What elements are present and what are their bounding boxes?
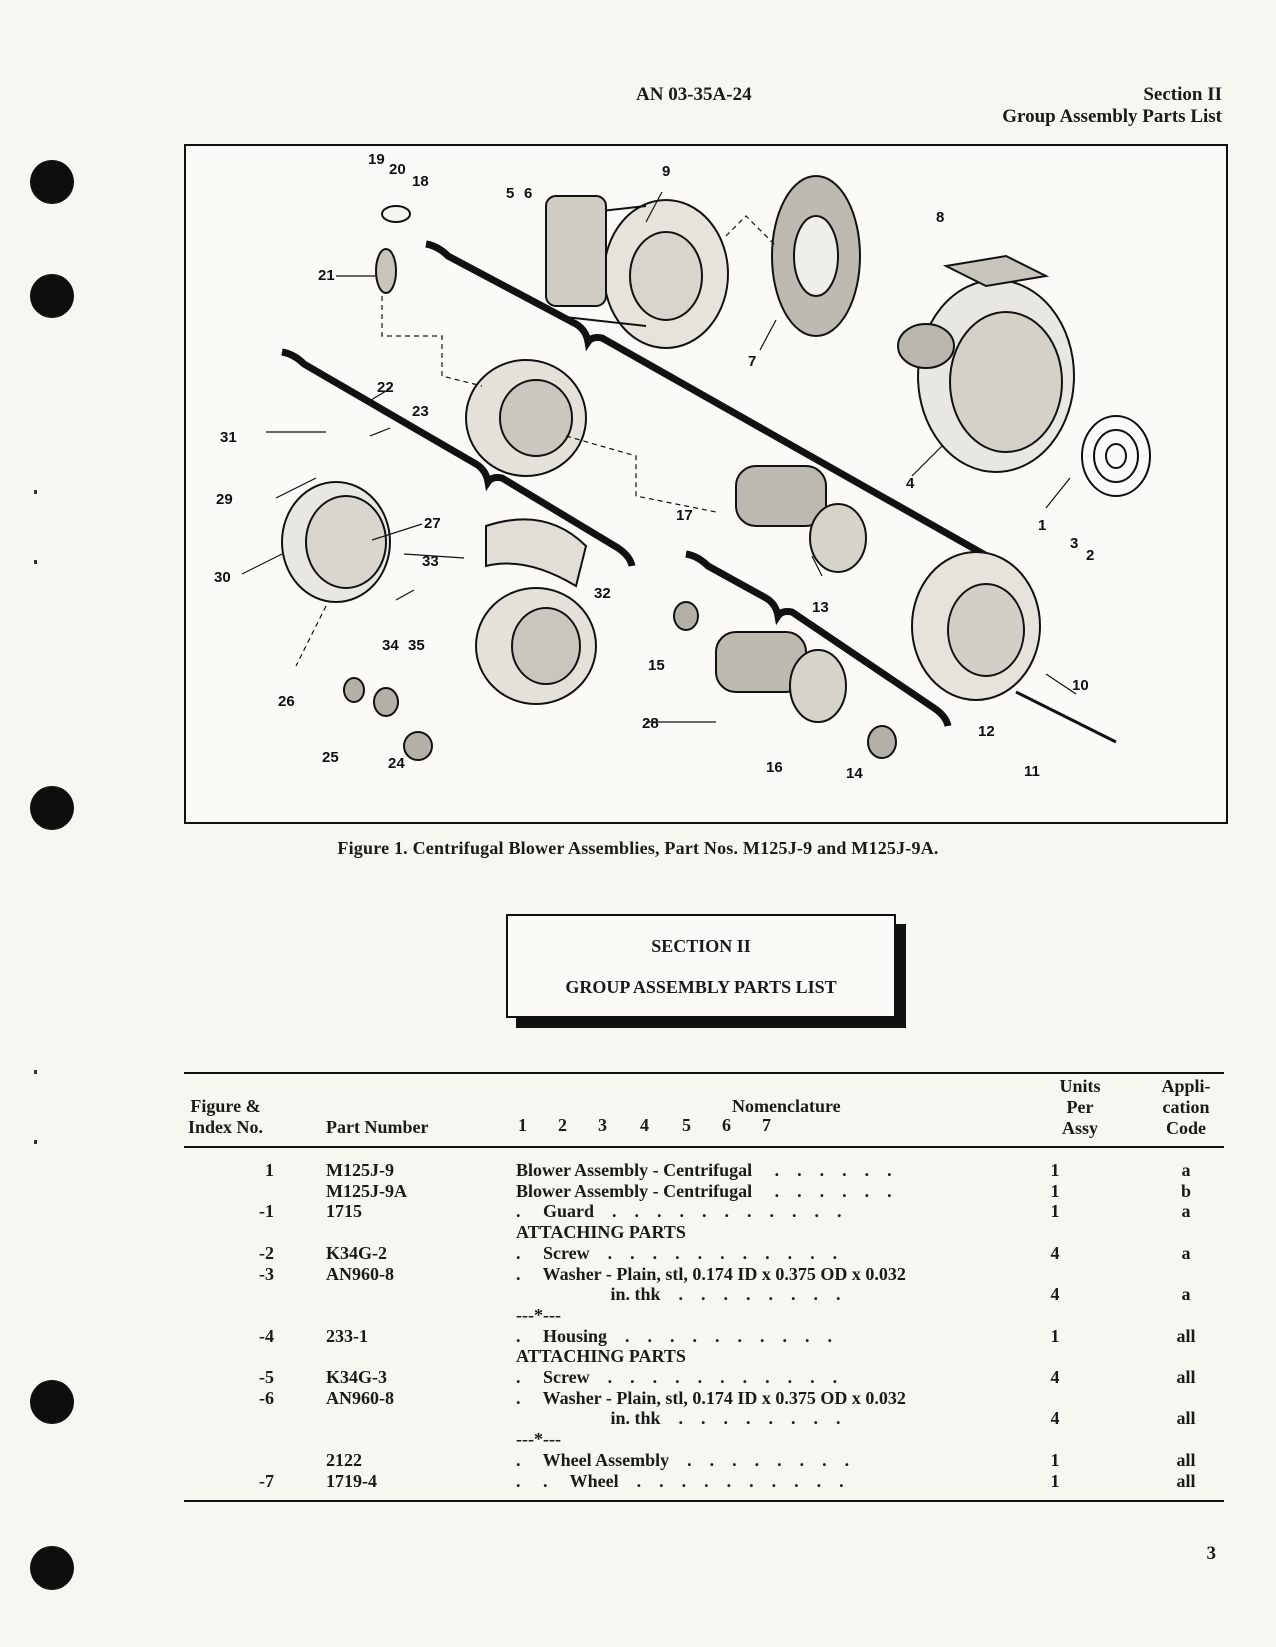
row-index: -4 bbox=[259, 1325, 274, 1346]
row-index: -2 bbox=[259, 1242, 274, 1263]
binder-hole-2 bbox=[30, 274, 74, 318]
table-top-rule bbox=[184, 1072, 1224, 1074]
table-row bbox=[0, 1450, 1276, 1471]
row-part-number: K34G-2 bbox=[326, 1242, 387, 1263]
row-units: 1 bbox=[1050, 1449, 1060, 1470]
table-row bbox=[0, 1388, 1276, 1409]
callout-4: 4 bbox=[906, 475, 915, 492]
row-nomenclature: . Wheel Assembly . . . . . . . . bbox=[516, 1449, 850, 1470]
row-nomenclature: . Screw . . . . . . . . . . . bbox=[516, 1242, 838, 1263]
level-2: 2 bbox=[558, 1115, 567, 1135]
row-application-code: all bbox=[1176, 1325, 1196, 1346]
table-row bbox=[0, 1408, 1276, 1429]
table-row bbox=[0, 1305, 1276, 1326]
table-row bbox=[0, 1181, 1276, 1202]
header-code-line3: Code bbox=[1166, 1118, 1206, 1138]
table-row bbox=[0, 1471, 1276, 1492]
callout-19: 19 bbox=[368, 151, 385, 168]
row-nomenclature: ATTACHING PARTS bbox=[516, 1222, 686, 1243]
table-row bbox=[0, 1160, 1276, 1181]
row-nomenclature: ATTACHING PARTS bbox=[516, 1346, 686, 1367]
row-units: 4 bbox=[1050, 1284, 1060, 1305]
row-part-number: 1715 bbox=[326, 1201, 362, 1222]
table-row bbox=[0, 1346, 1276, 1367]
callout-34: 34 bbox=[382, 637, 399, 654]
row-part-number: K34G-3 bbox=[326, 1367, 387, 1387]
section-header bbox=[1002, 84, 1222, 128]
table-header-rule bbox=[184, 1146, 1224, 1148]
callout-8: 8 bbox=[936, 209, 945, 226]
callout-18: 18 bbox=[412, 173, 429, 190]
row-application-code: all bbox=[1176, 1449, 1196, 1470]
callout-15: 15 bbox=[648, 657, 665, 674]
row-nomenclature: . Screw . . . . . . . . . . . bbox=[516, 1367, 838, 1387]
exploded-view-figure bbox=[184, 144, 1228, 824]
table-row bbox=[0, 1201, 1276, 1222]
section-label: Section II bbox=[1143, 84, 1222, 105]
row-application-code: a bbox=[1181, 1284, 1191, 1305]
level-6: 6 bbox=[722, 1115, 731, 1135]
callout-31: 31 bbox=[220, 429, 237, 446]
row-nomenclature: ---*--- bbox=[516, 1304, 561, 1325]
callout-29: 29 bbox=[216, 491, 233, 508]
row-application-code: b bbox=[1180, 1180, 1191, 1201]
row-application-code: all bbox=[1176, 1367, 1196, 1387]
row-nomenclature: in. thk . . . . . . . . bbox=[516, 1408, 841, 1429]
binder-hole-3 bbox=[30, 786, 74, 830]
callout-5: 5 bbox=[506, 185, 515, 202]
callout-7: 7 bbox=[748, 353, 757, 370]
callout-11: 11 bbox=[1024, 763, 1040, 780]
row-part-number: M125J-9 bbox=[326, 1160, 394, 1180]
row-nomenclature: . Washer - Plain, stl, 0.174 ID x 0.375 OD x 0.032 bbox=[516, 1263, 906, 1284]
figure-caption: Figure 1. Centrifugal Blower Assemblies, Part Nos. M125J-9 and M125J-9A. bbox=[337, 838, 939, 858]
speck bbox=[34, 1070, 37, 1074]
table-row bbox=[0, 1429, 1276, 1450]
row-nomenclature: Blower Assembly - Centrifugal . . . . . . bbox=[516, 1180, 892, 1201]
row-application-code: all bbox=[1176, 1408, 1196, 1429]
row-index: -5 bbox=[259, 1367, 274, 1387]
row-part-number: 2122 bbox=[326, 1449, 362, 1470]
header-code-line2: cation bbox=[1162, 1097, 1210, 1117]
table-row bbox=[0, 1284, 1276, 1305]
row-nomenclature: ---*--- bbox=[516, 1429, 561, 1450]
row-units: 1 bbox=[1050, 1160, 1060, 1180]
row-application-code: a bbox=[1181, 1160, 1191, 1180]
binder-hole-1 bbox=[30, 160, 74, 204]
callout-1: 1 bbox=[1038, 517, 1047, 534]
table-row bbox=[0, 1243, 1276, 1264]
callout-3: 3 bbox=[1070, 535, 1079, 552]
row-nomenclature: . Washer - Plain, stl, 0.174 ID x 0.375 OD x 0.032 bbox=[516, 1387, 906, 1408]
header-units-line3: Assy bbox=[1061, 1118, 1098, 1138]
row-nomenclature: . . Wheel . . . . . . . . . . bbox=[516, 1470, 844, 1491]
callout-12: 12 bbox=[978, 723, 995, 740]
header-index-line1: Figure & bbox=[190, 1096, 261, 1116]
section-title-box bbox=[506, 914, 896, 1018]
callout-22: 22 bbox=[377, 379, 394, 396]
callout-10: 10 bbox=[1072, 677, 1089, 694]
callout-17: 17 bbox=[676, 507, 693, 524]
callout-32: 32 bbox=[594, 585, 611, 602]
row-application-code: a bbox=[1181, 1242, 1191, 1263]
callout-27: 27 bbox=[424, 515, 441, 532]
header-units-line1: Units bbox=[1059, 1076, 1101, 1096]
page-number: 3 bbox=[1206, 1543, 1216, 1564]
speck bbox=[34, 560, 37, 564]
speck bbox=[34, 490, 37, 494]
exploded-view-illustration bbox=[186, 146, 1226, 822]
level-5: 5 bbox=[682, 1115, 691, 1135]
callout-20: 20 bbox=[389, 161, 406, 178]
row-units: 4 bbox=[1050, 1367, 1060, 1387]
row-part-number: 233-1 bbox=[326, 1325, 368, 1346]
row-nomenclature: in. thk . . . . . . . . bbox=[516, 1284, 841, 1305]
header-application-code bbox=[1148, 1076, 1224, 1139]
row-units: 1 bbox=[1050, 1180, 1060, 1201]
level-3: 3 bbox=[598, 1115, 607, 1135]
section-box-line2: GROUP ASSEMBLY PARTS LIST bbox=[565, 977, 837, 997]
row-index: -3 bbox=[259, 1263, 274, 1284]
row-application-code: all bbox=[1176, 1470, 1196, 1491]
row-units: 1 bbox=[1050, 1470, 1060, 1491]
callout-33: 33 bbox=[422, 553, 439, 570]
callout-16: 16 bbox=[766, 759, 783, 776]
header-units bbox=[1050, 1076, 1110, 1139]
callout-24: 24 bbox=[388, 755, 405, 772]
level-4: 4 bbox=[640, 1115, 649, 1135]
row-index: -1 bbox=[259, 1201, 274, 1222]
callout-14: 14 bbox=[846, 765, 863, 782]
table-row bbox=[0, 1326, 1276, 1347]
level-1: 1 bbox=[518, 1115, 527, 1135]
row-part-number: 1719-4 bbox=[326, 1470, 377, 1491]
callout-26: 26 bbox=[278, 693, 295, 710]
callout-13: 13 bbox=[812, 599, 829, 616]
row-application-code: a bbox=[1181, 1201, 1191, 1222]
row-index: -6 bbox=[259, 1387, 274, 1408]
header-nomenclature: Nomenclature bbox=[732, 1096, 841, 1116]
speck bbox=[34, 1140, 37, 1144]
callout-23: 23 bbox=[412, 403, 429, 420]
row-nomenclature: Blower Assembly - Centrifugal . . . . . . bbox=[516, 1160, 892, 1180]
header-code-line1: Appli- bbox=[1161, 1076, 1211, 1096]
row-part-number: M125J-9A bbox=[326, 1180, 407, 1201]
document-number: AN 03-35A-24 bbox=[636, 84, 752, 105]
callout-9: 9 bbox=[662, 163, 671, 180]
binder-hole-5 bbox=[30, 1546, 74, 1590]
table-row bbox=[0, 1222, 1276, 1243]
section-title: Group Assembly Parts List bbox=[1002, 106, 1222, 127]
header-part-number: Part Number bbox=[326, 1117, 429, 1137]
callout-30: 30 bbox=[214, 569, 231, 586]
level-7: 7 bbox=[762, 1115, 771, 1135]
section-box-line1: SECTION II bbox=[651, 936, 751, 956]
row-units: 4 bbox=[1050, 1242, 1060, 1263]
header-index bbox=[188, 1096, 263, 1138]
header-units-line2: Per bbox=[1066, 1097, 1094, 1117]
callout-2: 2 bbox=[1086, 547, 1095, 564]
table-row bbox=[0, 1264, 1276, 1285]
table-bottom-rule bbox=[184, 1500, 1224, 1502]
row-index: 1 bbox=[265, 1160, 274, 1180]
header-index-line2: Index No. bbox=[188, 1117, 264, 1137]
row-units: 1 bbox=[1050, 1201, 1060, 1222]
callout-25: 25 bbox=[322, 749, 339, 766]
callout-6: 6 bbox=[524, 185, 533, 202]
callout-28: 28 bbox=[642, 715, 659, 732]
row-index: -7 bbox=[259, 1470, 274, 1491]
row-nomenclature: . Housing . . . . . . . . . . bbox=[516, 1325, 833, 1346]
row-nomenclature: . Guard . . . . . . . . . . . bbox=[516, 1201, 842, 1222]
row-part-number: AN960-8 bbox=[326, 1263, 394, 1284]
row-units: 4 bbox=[1050, 1408, 1060, 1429]
row-units: 1 bbox=[1050, 1325, 1060, 1346]
row-part-number: AN960-8 bbox=[326, 1387, 394, 1408]
callout-35: 35 bbox=[408, 637, 425, 654]
callout-21: 21 bbox=[318, 267, 335, 284]
table-row bbox=[0, 1367, 1276, 1388]
